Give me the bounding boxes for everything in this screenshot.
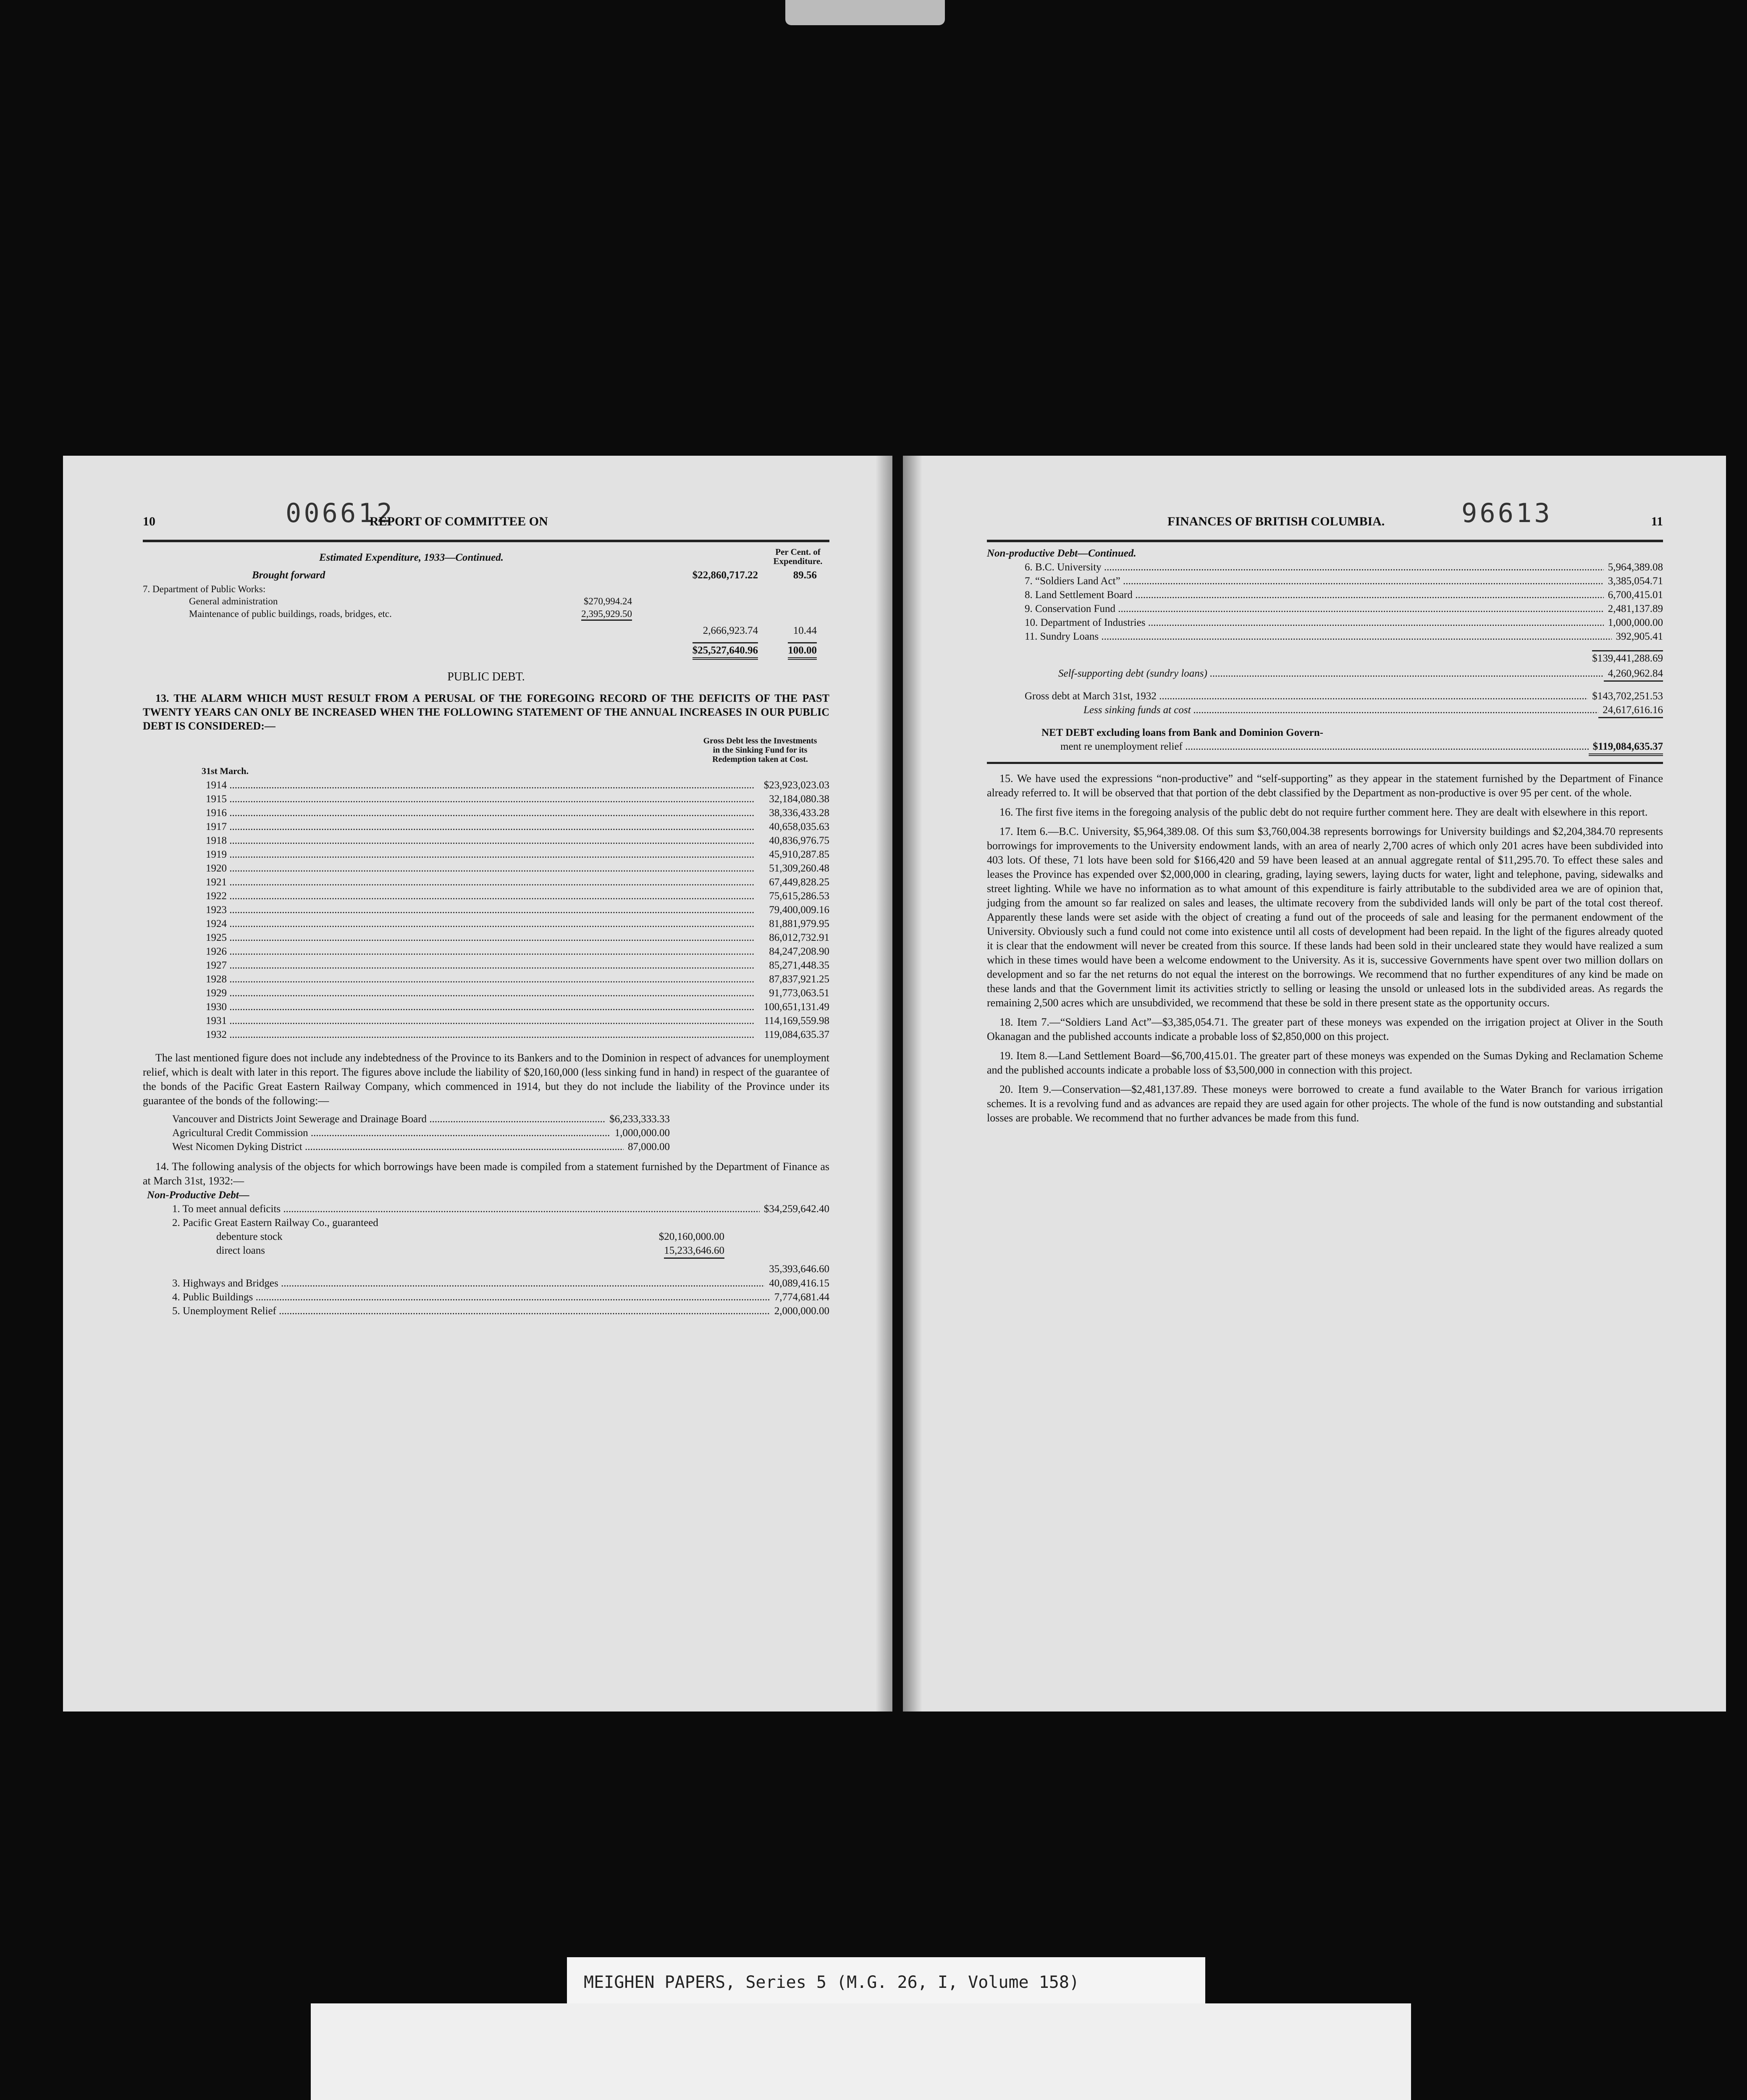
guarantee-table — [143, 1112, 829, 1154]
npd-row-1 — [143, 1202, 829, 1216]
debenture-row — [143, 1230, 829, 1244]
microfilm-clip — [785, 0, 945, 25]
row-value: $23,923,023.03 — [763, 780, 829, 791]
row-label: 1920 ..... — [206, 861, 765, 875]
section-heading: Estimated Expenditure, 1933—Continued. — [319, 552, 504, 563]
debt-row — [206, 958, 829, 972]
row-label: 1923 ..... — [206, 903, 765, 917]
non-productive-heading: Non-Productive Debt— — [147, 1189, 249, 1201]
row-value: 81,881,979.95 — [769, 918, 829, 929]
row-label: 1921 ..... — [206, 875, 765, 889]
paragraph-16: 16. The first five items in the foregoing analysis of the public debt do not require further comment here. They are dealt with elsewhere in this report. — [999, 806, 1648, 818]
paragraph-20: 20. Item 9.—Conservation—$2,481,137.89. These moneys were borrowed to create a fund available to the Water Branch for various irrigation schemes. It is a revolving fund and as advances are repaid they are used again for other projects. The whole of the fund is now outstanding and substantial losses are probable. We recommend that no further advances be made from this fund. — [987, 1083, 1663, 1124]
debt-row — [206, 972, 829, 986]
debt-row — [206, 945, 829, 958]
gen-admin-row — [143, 596, 829, 609]
debt-row — [206, 806, 829, 820]
row-value: $34,259,642.40 — [763, 1203, 829, 1215]
npd-row — [172, 1290, 829, 1304]
maint-row — [143, 609, 829, 624]
non-productive-continued: Non-productive Debt—Continued. — [987, 548, 1136, 559]
debt-row — [206, 917, 829, 931]
row-label: 1918 ..... — [206, 834, 765, 848]
paragraph-14: 14. The following analysis of the objects for which borrowings have been made is compiled from a statement furnished by the Department of Finance as at March 31st, 1932:— — [143, 1160, 829, 1187]
debt-row — [206, 889, 829, 903]
row-label: direct loans — [216, 1245, 265, 1256]
total-row — [143, 640, 829, 662]
row-label: 1931 ..... — [206, 1014, 760, 1028]
row-value: $22,860,717.22 — [692, 570, 758, 581]
npd-item-row — [1025, 560, 1663, 574]
debt-row — [206, 848, 829, 861]
npd2-total-row — [143, 1260, 829, 1276]
paragraph-17: 17. Item 6.—B.C. University, $5,964,389.08. Of this sum $3,760,004.38 represents borrowings for University buildings and $2,204,384.70 represents borrowings for improvements to the University endowment lands, with an area of nearly 2,700 acres of which only 201 acres have been subdivided into 403 lots. Of these, 71 lots have been sold for $166,420 and 59 have been leased at an annual aggregate rental of $11,295.70. To effect these sales and leases the Province has expended over $2,000,000 in clearing, grading, laying sewers, laying ducts for water, light and telephone, paving, sidewalks and street lighting. While we have no information as to what amount of this expenditure is fairly attributable to the subdivided area we are of opinion that, judging from the amount so far realized on sales and leases, the ultimate recovery from the subdivided lands will only be part of the total cost thereof. Apparently these lands were set aside with the object of creating a fund out of the proceeds of sale and leasing for the permanent endowment of the University. Obviously such a fund could not come into existence until all costs of development had been repaid. In the light of the figures already quoted it is clear that the endowment will never be created from this source. If these lands had been sold in their uncleared state they would have realized a sum which in these times would have been a welcome endowment to the University. As it is, successive Governments have spent over two million dollars on development and so far the net returns do not equal the interest on the borrowings. We recommend that no further expenditures of any kind be made on these lands and that the Government limit its activities strictly to selling or leasing the unsold or unleased lots in the subdivided areas. As regards the remaining 2,500 acres which are unsubdivided, we recommend that these be sold in there present state as the opportunity occurs. — [987, 825, 1663, 1009]
row-label: Gross debt at March 31st, 1932 ..... — [1025, 689, 1588, 703]
row-label: 1915 ..... — [206, 792, 765, 806]
row-value: 85,271,448.35 — [769, 960, 829, 971]
row-label: Less sinking funds at cost ..... — [1083, 703, 1598, 717]
debt-column-heading: Gross Debt less the Investments in the Sinking Fund for its Redemption taken at Cost. — [703, 736, 817, 764]
row-value: 79,400,009.16 — [769, 904, 829, 916]
row-value: 67,449,828.25 — [769, 877, 829, 888]
right-page — [903, 456, 1726, 1712]
row-label: 1925 ..... — [206, 931, 765, 945]
debt-table — [143, 778, 829, 1042]
row-label: 1919 ..... — [206, 848, 765, 861]
debt-row — [206, 1000, 829, 1014]
npd-item-row — [1025, 588, 1663, 602]
debt-row — [206, 931, 829, 945]
row-value: 2,481,137.89 — [1608, 603, 1663, 614]
row-value: $20,160,000.00 — [658, 1231, 724, 1242]
row-value: $139,441,288.69 — [1592, 650, 1663, 665]
row-value: 6,700,415.01 — [1608, 589, 1663, 601]
npd-item-row — [1025, 630, 1663, 643]
row-label: 3. Highways and Bridges ..... — [172, 1276, 765, 1290]
less-sinking-row — [987, 703, 1663, 718]
subtotal-row — [987, 643, 1663, 667]
row-value: 119,084,635.37 — [764, 1029, 829, 1040]
row-value: 40,089,416.15 — [769, 1278, 829, 1289]
row-label: 1926 ..... — [206, 945, 765, 958]
row-value: 84,247,208.90 — [769, 946, 829, 957]
row-label: 9. Conservation Fund ..... — [1025, 602, 1604, 616]
row-label: 1929 ..... — [206, 986, 765, 1000]
row-value: 24,617,616.16 — [1598, 703, 1663, 718]
row-value: 2,000,000.00 — [774, 1305, 829, 1317]
archive-stamp: 96613 — [1461, 498, 1553, 528]
row-value: 1,000,000.00 — [614, 1127, 670, 1139]
paragraph-13: 13. THE ALARM WHICH MUST RESULT FROM A PERUSAL OF THE FOREGOING RECORD OF THE DEFICITS OF THE PAST TWENTY YEARS CAN ONLY BE INCREASED WHEN THE FOLLOWING STATEMENT OF THE ANNUAL INCREASES IN OUR PUBLIC DEBT IS CONSIDERED:— — [143, 692, 829, 732]
debt-row — [206, 1014, 829, 1028]
row-value: 35,393,646.60 — [769, 1263, 829, 1275]
row-value: 3,385,054.71 — [1608, 575, 1663, 587]
guarantee-row — [172, 1140, 670, 1154]
guarantee-row — [172, 1126, 670, 1140]
row-value: $270,994.24 — [584, 596, 632, 606]
npd-rest-table — [143, 1276, 829, 1318]
meighen-papers-label: MEIGHEN PAPERS, Series 5 (M.G. 26, I, Volume 158) — [567, 1957, 1205, 2008]
debt-row — [206, 834, 829, 848]
gross-debt-row — [987, 689, 1663, 703]
debt-row — [206, 778, 829, 792]
net-debt-row — [987, 740, 1663, 756]
paragraph-18: 18. Item 7.—“Soldiers Land Act”—$3,385,054.71. The greater part of these moneys was expended on the irrigation project at Oliver in the South Okanagan and the published accounts indicate a probable loss of $2,850,000 on this project. — [987, 1016, 1663, 1042]
debt-row — [206, 875, 829, 889]
row-label: 1927 ..... — [206, 958, 765, 972]
row-value: 7,774,681.44 — [774, 1292, 829, 1303]
page-number: 11 — [1651, 514, 1663, 528]
row-label: West Nicomen Dyking District ..... — [172, 1140, 624, 1154]
row-label: Agricultural Credit Commission ..... — [172, 1126, 611, 1140]
row-label: 1922 ..... — [206, 889, 765, 903]
paragraph-15: 15. We have used the expressions “non-productive” and “self-supporting” as they appear in the statement furnished by the Department of Finance already referred to. It will be observed that that portion of the debt classified by the Department as non-productive is over 95 per cent. of the whole. — [987, 772, 1663, 799]
year-heading: 31st March. — [202, 766, 249, 776]
debt-row — [206, 861, 829, 875]
row-value: 15,233,646.60 — [664, 1244, 724, 1259]
row-label: Maintenance of public buildings, roads, bridges, etc. — [189, 609, 392, 619]
row-label: 1. To meet annual deficits ..... — [172, 1202, 760, 1216]
row-label: 7. “Soldiers Land Act” ..... — [1025, 574, 1604, 588]
debt-row — [206, 903, 829, 917]
row-label: Vancouver and Districts Joint Sewerage and Drainage Board ..... — [172, 1112, 605, 1126]
npd-item-row — [1025, 616, 1663, 630]
debt-row — [206, 1028, 829, 1042]
row-label: 1924 ..... — [206, 917, 765, 931]
row-label: 1914 ..... — [206, 778, 760, 792]
per-cent-heading: Per Cent. of Expenditure. — [773, 547, 823, 566]
npd-row — [172, 1304, 829, 1318]
archive-stamp: 006612 — [286, 498, 395, 528]
page-number: 10 — [143, 514, 155, 528]
row-value: $6,233,333.33 — [609, 1113, 670, 1125]
running-head: REPORT OF COMMITTEE ON — [370, 514, 548, 528]
right-page-header — [987, 498, 1663, 542]
row-label: debenture stock — [216, 1231, 283, 1242]
row-label: ment re unemployment relief ..... — [1060, 740, 1589, 753]
row-value: $119,084,635.37 — [1589, 740, 1663, 756]
row-value: $143,702,251.53 — [1592, 690, 1663, 702]
running-head: FINANCES OF BRITISH COLUMBIA. — [1167, 514, 1385, 528]
row-label: 11. Sundry Loans ..... — [1025, 630, 1612, 643]
row-pct: 10.44 — [793, 625, 817, 636]
row-value: 2,666,923.74 — [703, 625, 758, 636]
row-value: 87,000.00 — [628, 1141, 670, 1152]
row-label: 1930 ..... — [206, 1000, 760, 1014]
row-pct: 100.00 — [788, 642, 817, 660]
row-value: 38,336,433.28 — [769, 807, 829, 819]
item-7: 7. Department of Public Works: — [143, 584, 266, 594]
npd-row-2: 2. Pacific Great Eastern Railway Co., guaranteed — [172, 1217, 378, 1228]
row-label: 6. B.C. University ..... — [1025, 560, 1604, 574]
row-value: 2,395,929.50 — [581, 609, 632, 621]
net-debt-label-1: NET DEBT excluding loans from Bank and Dominion Govern- — [1041, 727, 1323, 738]
row-label: 1916 ..... — [206, 806, 765, 820]
row-label: 10. Department of Industries ..... — [1025, 616, 1604, 630]
self-supporting-row — [987, 667, 1663, 682]
left-page — [63, 456, 892, 1712]
row-value: 392,905.41 — [1616, 631, 1663, 642]
row-label: 4. Public Buildings ..... — [172, 1290, 770, 1304]
row-value: 1,000,000.00 — [1608, 617, 1663, 628]
debt-row — [206, 792, 829, 806]
row-label: 1917 ..... — [206, 820, 765, 834]
row-label: 5. Unemployment Relief ..... — [172, 1304, 770, 1318]
row-value: 45,910,287.85 — [769, 849, 829, 860]
row-label: 1928 ..... — [206, 972, 765, 986]
row-pct: 89.56 — [793, 570, 817, 581]
row-value: 114,169,559.98 — [764, 1015, 829, 1026]
public-debt-title: PUBLIC DEBT. — [447, 670, 525, 683]
row-label: General administration — [189, 596, 278, 606]
row-label: 1932 ..... — [206, 1028, 760, 1042]
row-label: 8. Land Settlement Board ..... — [1025, 588, 1604, 602]
row-value: 75,615,286.53 — [769, 890, 829, 902]
row-value: 86,012,732.91 — [769, 932, 829, 943]
row-value: $25,527,640.96 — [693, 642, 758, 660]
subtotal-row — [143, 624, 829, 640]
public-archives-card — [311, 2003, 1411, 2100]
row-value: 51,309,260.48 — [769, 863, 829, 874]
npd-row — [172, 1276, 829, 1290]
npd-item-row — [1025, 574, 1663, 588]
brought-forward-row — [143, 568, 829, 582]
row-value: 40,836,976.75 — [769, 835, 829, 846]
paragraph-19: 19. Item 8.—Land Settlement Board—$6,700,415.01. The greater part of these moneys was expended on the Sumas Dyking and Reclamation Scheme and the published accounts indicate a probable loss of $3,500,000 in connection with this project. — [987, 1050, 1663, 1076]
non-productive-items — [987, 560, 1663, 643]
row-value: 32,184,080.38 — [769, 793, 829, 805]
direct-loans-row — [143, 1244, 829, 1260]
debt-row — [206, 986, 829, 1000]
row-value: 91,773,063.51 — [769, 987, 829, 999]
npd-item-row — [1025, 602, 1663, 616]
row-value: 4,260,962.84 — [1604, 667, 1663, 682]
guarantee-row — [172, 1112, 670, 1126]
row-value: 100,651,131.49 — [763, 1001, 829, 1013]
row-value: 5,964,389.08 — [1608, 562, 1663, 573]
row-label: Self-supporting debt (sundry loans) ..... — [1058, 667, 1604, 680]
row-value: 87,837,921.25 — [769, 974, 829, 985]
debt-row — [206, 820, 829, 834]
row-value: 40,658,035.63 — [769, 821, 829, 832]
row-label: Brought forward — [252, 570, 325, 581]
left-page-header — [143, 498, 829, 542]
paragraph-last-figure: The last mentioned figure does not include any indebtedness of the Province to its Bankers and to the Dominion in respect of advances for unemployment relief, which is dealt with later in this report. The figures above include the liability of $20,160,000 (less sinking fund in hand) in respect of the guarantee of the bonds of the Pacific Great Eastern Railway Company, which commenced in 1914, but they do not include the liability of the Province under its guarantee of the bonds of the following:— — [143, 1052, 829, 1107]
